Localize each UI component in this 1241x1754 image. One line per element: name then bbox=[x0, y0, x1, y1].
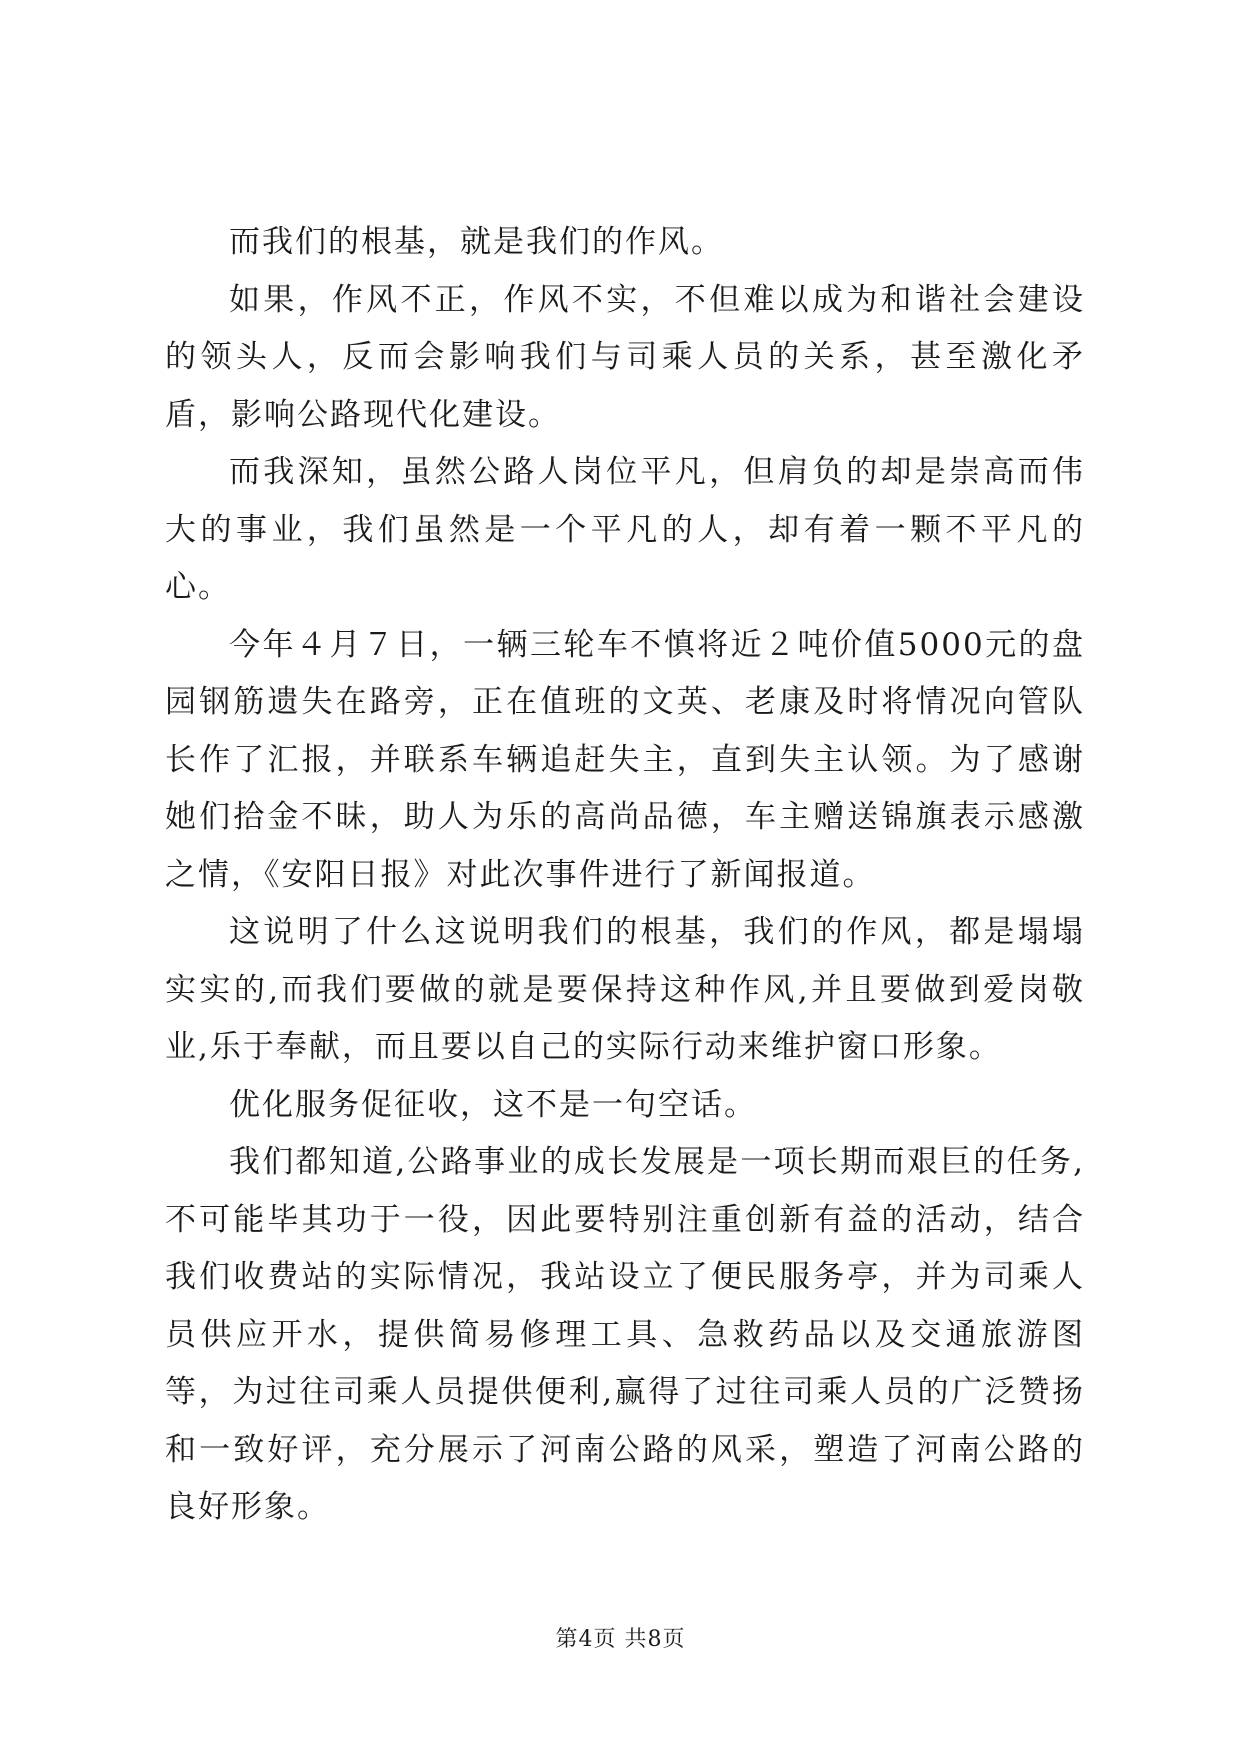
paragraph: 而我们的根基，就是我们的作风。 bbox=[229, 224, 724, 260]
paragraph: 优化服务促征收，这不是一句空话。 bbox=[229, 1086, 757, 1123]
paragraph: 而我深知，虽然公路人岗位平凡，但肩负的却是崇高而伟大的事业，我们虽然是一个平凡的人，却有着一颗不平凡的心。 bbox=[165, 454, 1085, 605]
paragraph: 这说明了什么这说明我们的根基，我们的作风，都是塌塌实实的,而我们要做的就是要保持这种作风,并且要做到爱岗敬业,乐于奉献，而且要以自己的实际行动来维护窗口形象。 bbox=[165, 914, 1085, 1065]
document-body bbox=[165, 214, 1085, 1537]
paragraph: 我们都知道,公路事业的成长发展是一项长期而艰巨的任务,不可能毕其功于一役，因此要特别注重创新有益的活动，结合我们收费站的实际情况，我站设立了便民服务亭，并为司乘人员供应开水，提供简易修理工具、急救药品以及交通旅游图等，为过往司乘人员提供便利,赢得了过往司乘人员的广泛赞扬和一致好评，充分展示了河南公路的风采，塑造了河南公路的良好形象。 bbox=[165, 1144, 1085, 1525]
paragraph: 今年４月７日，一辆三轮车不慎将近２吨价值5000元的盘园钢筋遗失在路旁，正在值班的文英、老康及时将情况向管队长作了汇报，并联系车辆追赶失主，直到失主认领。为了感谢她们拾金不昧，助人为乐的高尚品德，车主赠送锦旗表示感激之情，《安阳日报》对此次事件进行了新闻报道。 bbox=[165, 626, 1085, 893]
page-number-footer: 第4页 共8页 bbox=[555, 1627, 686, 1652]
paragraph: 如果，作风不正，作风不实，不但难以成为和谐社会建设的领头人，反而会影响我们与司乘人员的关系，甚至激化矛盾，影响公路现代化建设。 bbox=[165, 281, 1085, 433]
